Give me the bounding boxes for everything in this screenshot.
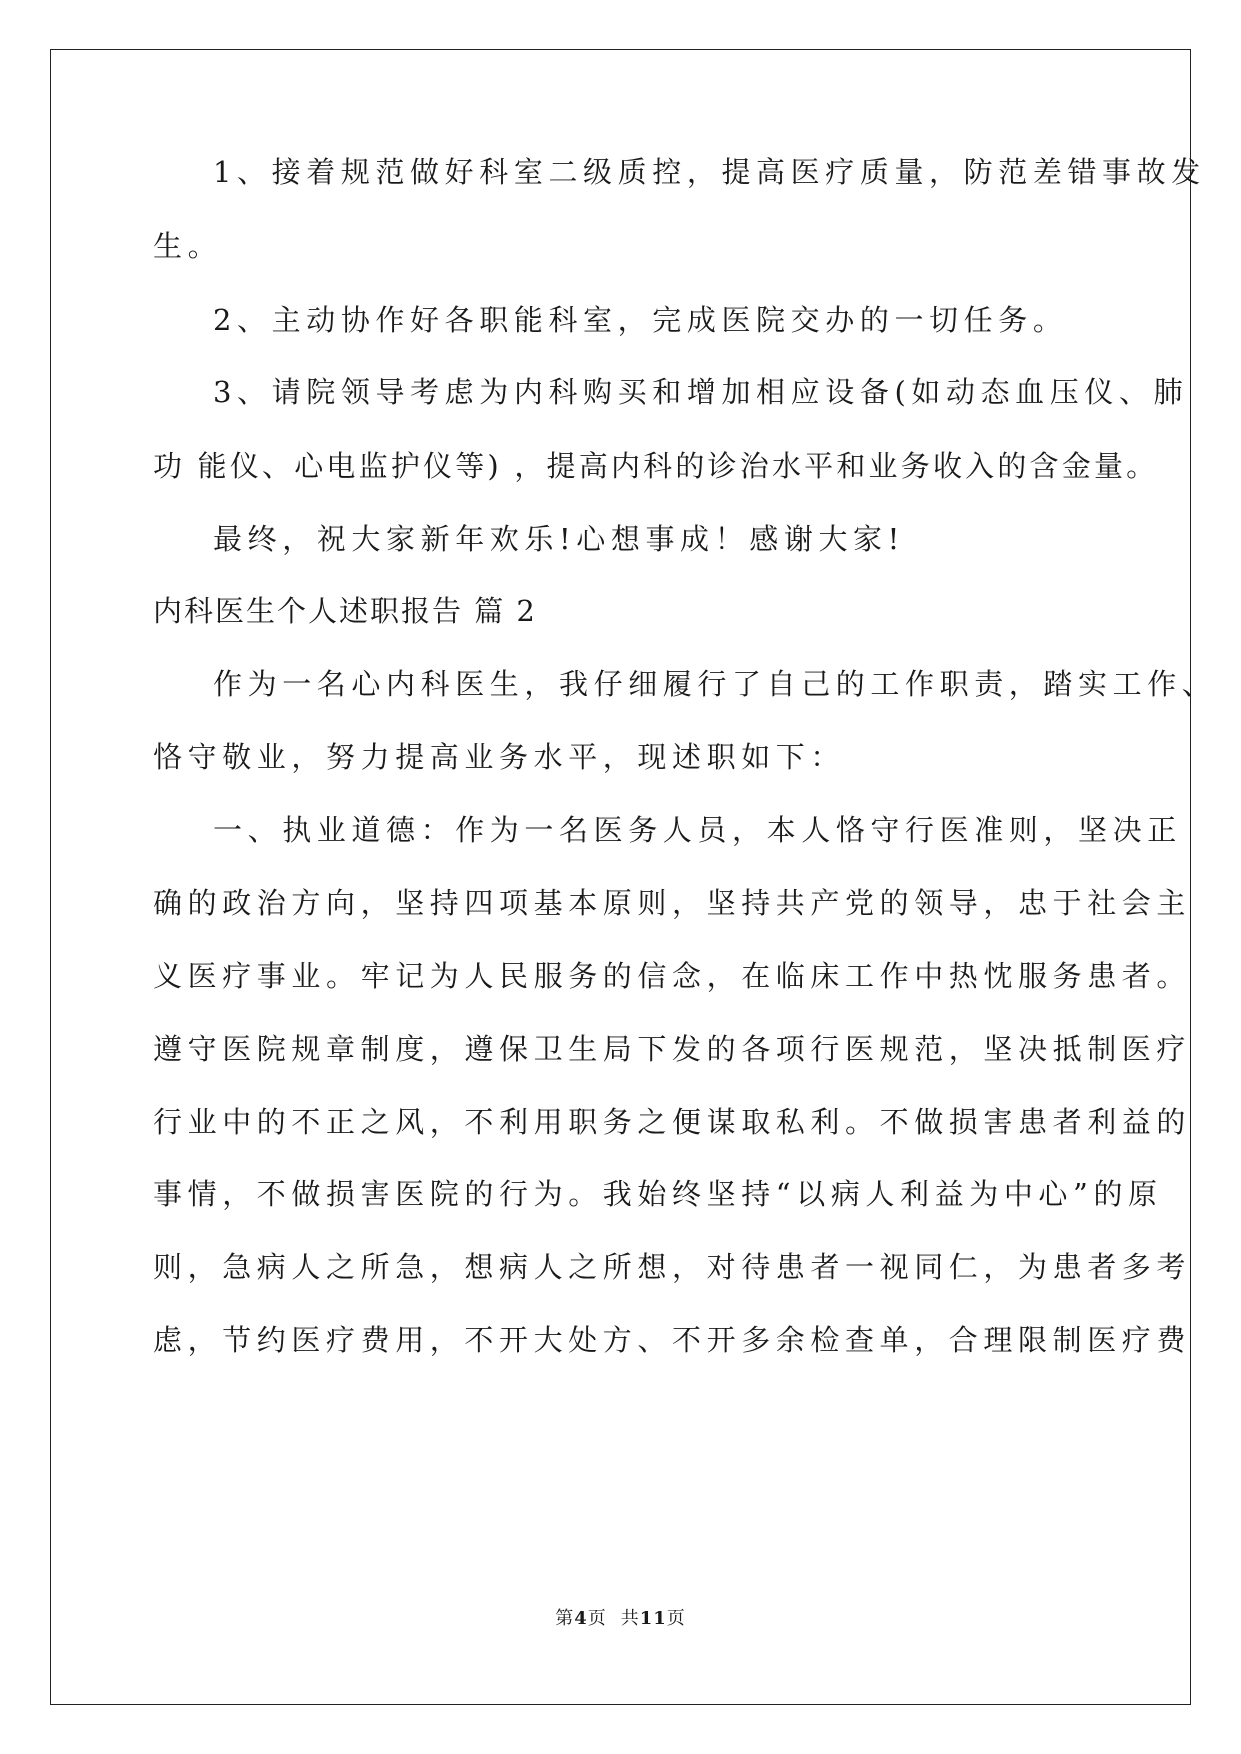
footer-total-suffix: 页 <box>666 1608 686 1629</box>
paragraph-line: 生。 <box>153 229 223 263</box>
footer-total-prefix: 共 <box>620 1608 640 1629</box>
paragraph-line: 则，急病人之所急，想病人之所想，对待患者一视同仁，为患者多考 <box>153 1250 1192 1284</box>
page-footer <box>0 1604 1241 1630</box>
paragraph-line: 事情，不做损害医院的行为。我始终坚持“以病人利益为中心”的原 <box>153 1177 1163 1211</box>
paragraph-line: 最终，祝大家新年欢乐!心想事成！感谢大家! <box>213 522 905 556</box>
paragraph-line: 确的政治方向，坚持四项基本原则，坚持共产党的领导，忠于社会主 <box>153 886 1192 920</box>
footer-total-pages: 11 <box>639 1608 667 1629</box>
paragraph-line: 3、请院领导考虑为内科购买和增加相应设备(如动态血压仪、肺 <box>213 375 1189 409</box>
footer-page-suffix: 页 <box>587 1608 607 1629</box>
footer-prefix: 第 <box>555 1608 575 1629</box>
paragraph-line: 2、主动协作好各职能科室，完成医院交办的一切任务。 <box>213 303 1068 337</box>
paragraph-line: 遵守医院规章制度，遵保卫生局下发的各项行医规范，坚决抵制医疗 <box>153 1032 1192 1066</box>
paragraph-line: 虑，节约医疗费用，不开大处方、不开多余检查单，合理限制医疗费 <box>153 1323 1192 1357</box>
paragraph-line: 1、接着规范做好科室二级质控，提高医疗质量，防范差错事故发 <box>213 155 1206 189</box>
paragraph-line: 一、执业道德：作为一名医务人员，本人恪守行医准则，坚决正 <box>213 813 1182 847</box>
paragraph-line: 功 能仪、心电监护仪等) ，提高内科的诊治水平和业务收入的含金量。 <box>153 449 1159 483</box>
paragraph-line: 作为一名心内科医生，我仔细履行了自己的工作职责，踏实工作、 <box>213 667 1217 701</box>
footer-page-number: 4 <box>574 1608 588 1629</box>
paragraph-line: 义医疗事业。牢记为人民服务的信念，在临床工作中热忱服务患者。 <box>153 959 1192 993</box>
page-border <box>50 49 1191 1705</box>
paragraph-line: 行业中的不正之风，不利用职务之便谋取私利。不做损害患者利益的 <box>153 1105 1192 1139</box>
paragraph-line: 恪守敬业，努力提高业务水平，现述职如下： <box>153 740 846 774</box>
section-heading: 内科医生个人述职报告 篇 2 <box>153 594 537 628</box>
